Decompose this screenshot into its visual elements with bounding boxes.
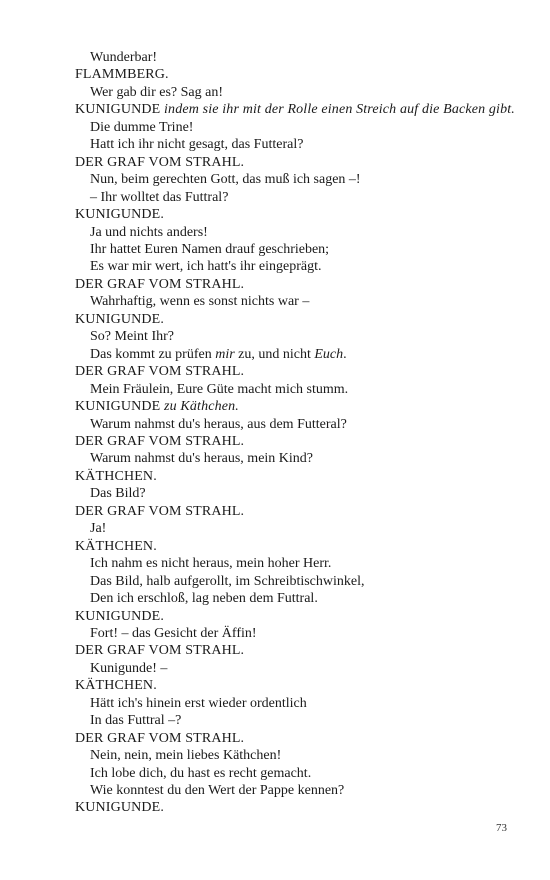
verse-line <box>75 119 515 136</box>
verse-line <box>75 84 515 101</box>
text-segment: Hätt ich's hinein erst wieder ordentlich <box>90 695 307 711</box>
verse-line <box>75 590 515 607</box>
text-segment: zu, und nicht <box>234 346 315 362</box>
verse-line <box>75 224 515 241</box>
speaker-line <box>75 433 515 450</box>
text-segment: KÄTHCHEN. <box>75 538 157 554</box>
verse-line <box>75 520 515 537</box>
verse-line <box>75 747 515 764</box>
text-segment: Wunderbar! <box>90 50 158 65</box>
page-text <box>75 49 515 817</box>
verse-line <box>75 293 515 310</box>
text-segment: Hatt ich ihr nicht gesagt, das Futteral? <box>90 137 304 153</box>
stage-direction: mir <box>215 346 235 362</box>
verse-line <box>75 573 515 590</box>
text-segment: Mein Fräulein, Eure Güte macht mich stumm. <box>90 381 349 397</box>
speaker-line <box>75 154 515 171</box>
verse-line <box>75 695 515 712</box>
verse-line <box>75 625 515 642</box>
speaker-line <box>75 608 515 625</box>
verse-line <box>75 241 515 258</box>
verse-line <box>75 328 515 345</box>
text-segment: DER GRAF VOM STRAHL. <box>75 364 245 380</box>
verse-line <box>75 189 515 206</box>
text-segment: Wer gab dir es? Sag an! <box>90 84 223 100</box>
text-segment: FLAMMBERG. <box>75 67 169 83</box>
text-segment: DER GRAF VOM STRAHL. <box>75 154 245 170</box>
verse-line <box>75 712 515 729</box>
text-segment: So? Meint Ihr? <box>90 329 174 345</box>
speaker-line <box>75 311 515 328</box>
text-segment: . <box>343 346 347 362</box>
text-segment: KÄTHCHEN. <box>75 678 157 694</box>
text-segment: In das Futtral –? <box>90 713 182 729</box>
text-segment: KUNIGUNDE. <box>75 800 164 816</box>
verse-line <box>75 381 515 398</box>
text-segment: Nun, beim gerechten Gott, das muß ich sagen –! <box>90 172 361 188</box>
text-segment: Nein, nein, mein liebes Käthchen! <box>90 748 282 764</box>
text-segment: Es war mir wert, ich hatt's ihr eingeprägt. <box>90 259 322 275</box>
verse-line <box>75 258 515 275</box>
text-segment: Ich nahm es nicht heraus, mein hoher Herr. <box>90 556 332 572</box>
text-segment: DER GRAF VOM STRAHL. <box>75 503 245 519</box>
speaker-line <box>75 642 515 659</box>
stage-direction: indem sie ihr mit der Rolle einen Streich auf die Backen gibt. <box>164 102 515 118</box>
speaker-line <box>75 730 515 747</box>
speaker-line <box>75 468 515 485</box>
speaker-line <box>75 538 515 555</box>
speaker-line <box>75 206 515 223</box>
verse-line <box>75 136 515 153</box>
verse-line <box>75 555 515 572</box>
speaker-line <box>75 799 515 816</box>
text-segment: Ja! <box>90 521 107 537</box>
text-segment: DER GRAF VOM STRAHL. <box>75 730 245 746</box>
text-segment: KUNIGUNDE. <box>75 311 164 327</box>
text-segment: Wahrhaftig, wenn es sonst nichts war – <box>90 294 310 310</box>
text-segment: Den ich erschloß, lag neben dem Futtral. <box>90 591 318 607</box>
text-segment: Das kommt zu prüfen <box>90 346 216 362</box>
text-segment: Wie konntest du den Wert der Pappe kennen? <box>90 783 345 799</box>
speaker-line <box>75 677 515 694</box>
stage-direction: zu Käthchen. <box>164 399 239 415</box>
speaker-line <box>75 276 515 293</box>
page-number: 73 <box>496 822 507 834</box>
text-segment: DER GRAF VOM STRAHL. <box>75 643 245 659</box>
text-segment: Kunigunde! – <box>90 660 168 676</box>
verse-line <box>75 450 515 467</box>
text-segment: DER GRAF VOM STRAHL. <box>75 433 245 449</box>
text-segment: DER GRAF VOM STRAHL. <box>75 276 245 292</box>
text-segment: Fort! – das Gesicht der Äffin! <box>90 625 257 641</box>
text-segment: – Ihr wolltet das Futtral? <box>90 189 229 205</box>
text-segment: Ihr hattet Euren Namen drauf geschrieben; <box>90 241 330 257</box>
verse-line <box>75 171 515 188</box>
text-segment: Ich lobe dich, du hast es recht gemacht. <box>90 765 312 781</box>
speaker-line <box>75 66 515 83</box>
text-segment: Das Bild? <box>90 486 146 502</box>
text-segment: KUNIGUNDE. <box>75 608 164 624</box>
text-segment: KUNIGUNDE <box>75 399 164 415</box>
text-segment: Warum nahmst du's heraus, aus dem Futteral? <box>90 416 347 432</box>
text-segment: Die dumme Trine! <box>90 119 194 135</box>
text-segment: KUNIGUNDE <box>75 102 164 118</box>
text-segment: Warum nahmst du's heraus, mein Kind? <box>90 451 314 467</box>
verse-line <box>75 765 515 782</box>
verse-line <box>75 660 515 677</box>
verse-line <box>75 416 515 433</box>
verse-line <box>75 782 515 799</box>
verse-line <box>75 485 515 502</box>
verse-line <box>75 346 515 363</box>
text-segment: Ja und nichts anders! <box>90 224 208 240</box>
text-segment: KÄTHCHEN. <box>75 468 157 484</box>
text-segment: KUNIGUNDE. <box>75 207 164 223</box>
speaker-line <box>75 503 515 520</box>
text-segment: Das Bild, halb aufgerollt, im Schreibtischwinkel, <box>90 573 365 589</box>
speaker-line <box>75 101 515 118</box>
speaker-line <box>75 398 515 415</box>
speaker-line <box>75 363 515 380</box>
verse-line <box>75 49 515 66</box>
stage-direction: Euch <box>314 346 344 362</box>
